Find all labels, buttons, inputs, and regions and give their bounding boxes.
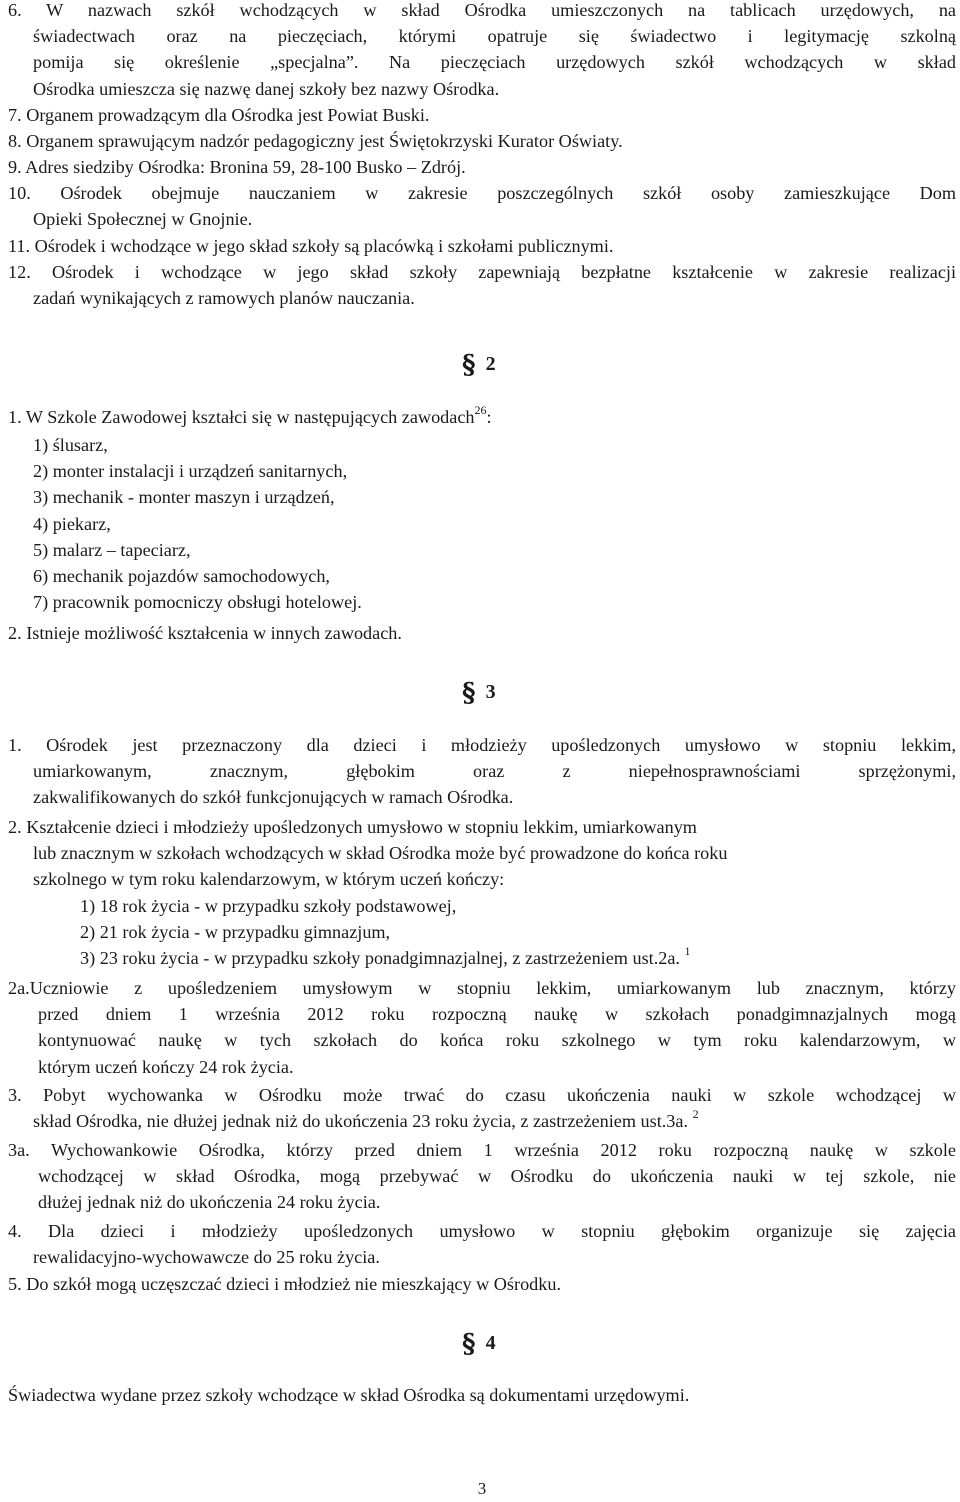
text-line: 8. Organem sprawującym nadzór pedagogiczny jest Świętokrzyski Kurator Oświaty. (8, 131, 623, 151)
text-line: umiarkowanym, znacznym, głębokim oraz z niepełnosprawnościami sprzężonymi, (33, 761, 956, 782)
text-line (8, 1108, 956, 1134)
list-item: 5) malarz – tapeciarz, (33, 539, 191, 560)
text-line: 2. Istnieje możliwość kształcenia w innych zawodach. (8, 623, 402, 643)
section-symbol: § (462, 678, 476, 708)
section-3-paragraph-3 (8, 1082, 956, 1134)
list-item: 2) 21 rok życia - w przypadku gimnazjum, (80, 922, 391, 943)
footnote-ref: 2 (692, 1107, 699, 1122)
professions-list (33, 432, 960, 615)
text-line: 4. Dla dzieci i młodzieży upośledzonych umysłowo w stopniu głębokim organizuje się zajęcia (8, 1221, 956, 1241)
text-line: 7. Organem prowadzącym dla Ośrodka jest Powiat Buski. (8, 105, 430, 125)
page-number: 3 (477, 1479, 487, 1498)
text-line: 3a. Wychowankowie Ośrodka, którzy przed dniem 1 września 2012 roku rozpoczną naukę w szkole (8, 1140, 956, 1160)
section-heading-4 (462, 1331, 496, 1357)
list-item: 3) mechanik - monter maszyn i urządzeń, (33, 487, 335, 508)
text-line: świadectwach oraz na pieczęciach, którymi opatruje się świadectwo i legitymację szkolną (33, 26, 956, 47)
list-item: 6) mechanik pojazdów samochodowych, (33, 566, 330, 587)
text-line-content: skład Ośrodka, nie dłużej jednak niż do ukończenia 23 roku życia, z zastrzeżeniem ust.3a. (33, 1111, 689, 1132)
text-line: : (486, 407, 492, 427)
section-symbol: § (462, 1329, 476, 1359)
text-line: 9. Adres siedziby Ośrodka: Bronina 59, 28-100 Busko – Zdrój. (8, 157, 466, 177)
text-line: szkolnego w tym roku kalendarzowym, w którym uczeń kończy: (33, 869, 505, 890)
text-line: dłużej jednak niż do ukończenia 24 roku życia. (38, 1192, 381, 1213)
text-line: zadań wynikających z ramowych planów nauczania. (33, 288, 415, 309)
paragraph-6 (8, 0, 956, 102)
section-2-item-2 (8, 620, 956, 646)
section-heading-3 (462, 680, 496, 706)
text-line: zakwalifikowanych do szkół funkcjonujących w ramach Ośrodka. (33, 787, 514, 808)
text-line: którym uczeń kończy 24 rok życia. (38, 1056, 294, 1077)
section-3-paragraph-5 (8, 1271, 956, 1297)
footnote-ref: 26 (474, 402, 487, 417)
list-item: 7) pracownik pomocniczy obsługi hotelowej. (33, 592, 362, 613)
paragraph-10 (8, 180, 956, 232)
text-line: Opieki Społecznej w Gnojnie. (33, 209, 253, 230)
text-line: wchodzącej w skład Ośrodka, mogą przebywać w Ośrodku do ukończenia nauki w tej szkole, nie (38, 1166, 956, 1187)
text-line: pomija się określenie „specjalna”. Na pieczęciach urzędowych szkół wchodzących w skład (33, 52, 956, 73)
section-3-paragraph-3a (8, 1137, 956, 1216)
text-line: 3. Pobyt wychowanka w Ośrodku może trwać do czasu ukończenia nauki w szkole wchodzącej w (8, 1085, 956, 1105)
paragraph-7 (8, 102, 956, 128)
text-line: przed dniem 1 września 2012 roku rozpoczną naukę w szkołach ponadgimnazjalnych mogą (38, 1004, 956, 1025)
section-2-intro (8, 404, 956, 430)
section-number: 4 (485, 1332, 496, 1354)
section-heading-2 (462, 352, 496, 378)
text-line: rewalidacyjno-wychowawcze do 25 roku życia. (33, 1247, 380, 1268)
section-3-paragraph-2 (8, 814, 956, 893)
paragraph-8 (8, 128, 956, 154)
text-line: Ośrodka umieszcza się nazwę danej szkoły bez nazwy Ośrodka. (33, 78, 500, 99)
text-line: 2a.Uczniowie z upośledzeniem umysłowym w stopniu lekkim, umiarkowanym lub znacznym, którzy (8, 978, 956, 998)
section-3-paragraph-1 (8, 732, 956, 811)
list-item: 1) ślusarz, (33, 435, 108, 455)
paragraph-12 (8, 259, 956, 311)
text-line: 10. Ośrodek obejmuje nauczaniem w zakresie poszczególnych szkół osoby zamieszkujące Dom (8, 183, 956, 203)
list-item: 2) monter instalacji i urządzeń sanitarnych, (33, 461, 348, 482)
list-item: 1) 18 rok życia - w przypadku szkoły podstawowej, (80, 896, 457, 916)
list-item (80, 945, 950, 971)
list-item: 4) piekarz, (33, 513, 111, 534)
text-line: lub znacznym w szkołach wchodzących w skład Ośrodka może być prowadzone do końca roku (33, 843, 728, 864)
text-line: 11. Ośrodek i wchodzące w jego skład szkoły są placówką i szkołami publicznymi. (8, 236, 614, 256)
list-item-text: 3) 23 roku życia - w przypadku szkoły ponadgimnazjalnej, z zastrzeżeniem ust.2a. (80, 948, 680, 969)
section-symbol: § (462, 350, 476, 380)
section-number: 2 (485, 353, 496, 375)
section-3-paragraph-4 (8, 1218, 956, 1270)
text-line: 5. Do szkół mogą uczęszczać dzieci i młodzież nie mieszkający w Ośrodku. (8, 1274, 561, 1294)
paragraph-11 (8, 233, 956, 259)
section-number: 3 (485, 681, 496, 703)
text-line: 1. Ośrodek jest przeznaczony dla dzieci i młodzieży upośledzonych umysłowo w stopniu lekkim, (8, 735, 956, 755)
text-line: 2. Kształcenie dzieci i młodzieży upośledzonych umysłowo w stopniu lekkim, umiarkowanym (8, 817, 697, 837)
paragraph-9 (8, 154, 956, 180)
text-line: kontynuować naukę w tych szkołach do końca roku szkolnego w tym roku kalendarzowym, w (38, 1030, 956, 1051)
text-line: 1. W Szkole Zawodowej kształci się w następujących zawodach (8, 407, 475, 427)
section-4-paragraph (8, 1382, 956, 1408)
text-line: 12. Ośrodek i wchodzące w jego skład szkoły zapewniają bezpłatne kształcenie w zakresie realizacji (8, 262, 956, 282)
section-3-paragraph-2a (8, 975, 956, 1080)
age-limits-list (80, 893, 950, 972)
text-line: 6. W nazwach szkół wchodzących w skład Ośrodka umieszczonych na tablicach urzędowych, na (8, 0, 956, 20)
footnote-ref: 1 (684, 944, 691, 959)
text-line: Świadectwa wydane przez szkoły wchodzące w skład Ośrodka są dokumentami urzędowymi. (8, 1385, 690, 1405)
